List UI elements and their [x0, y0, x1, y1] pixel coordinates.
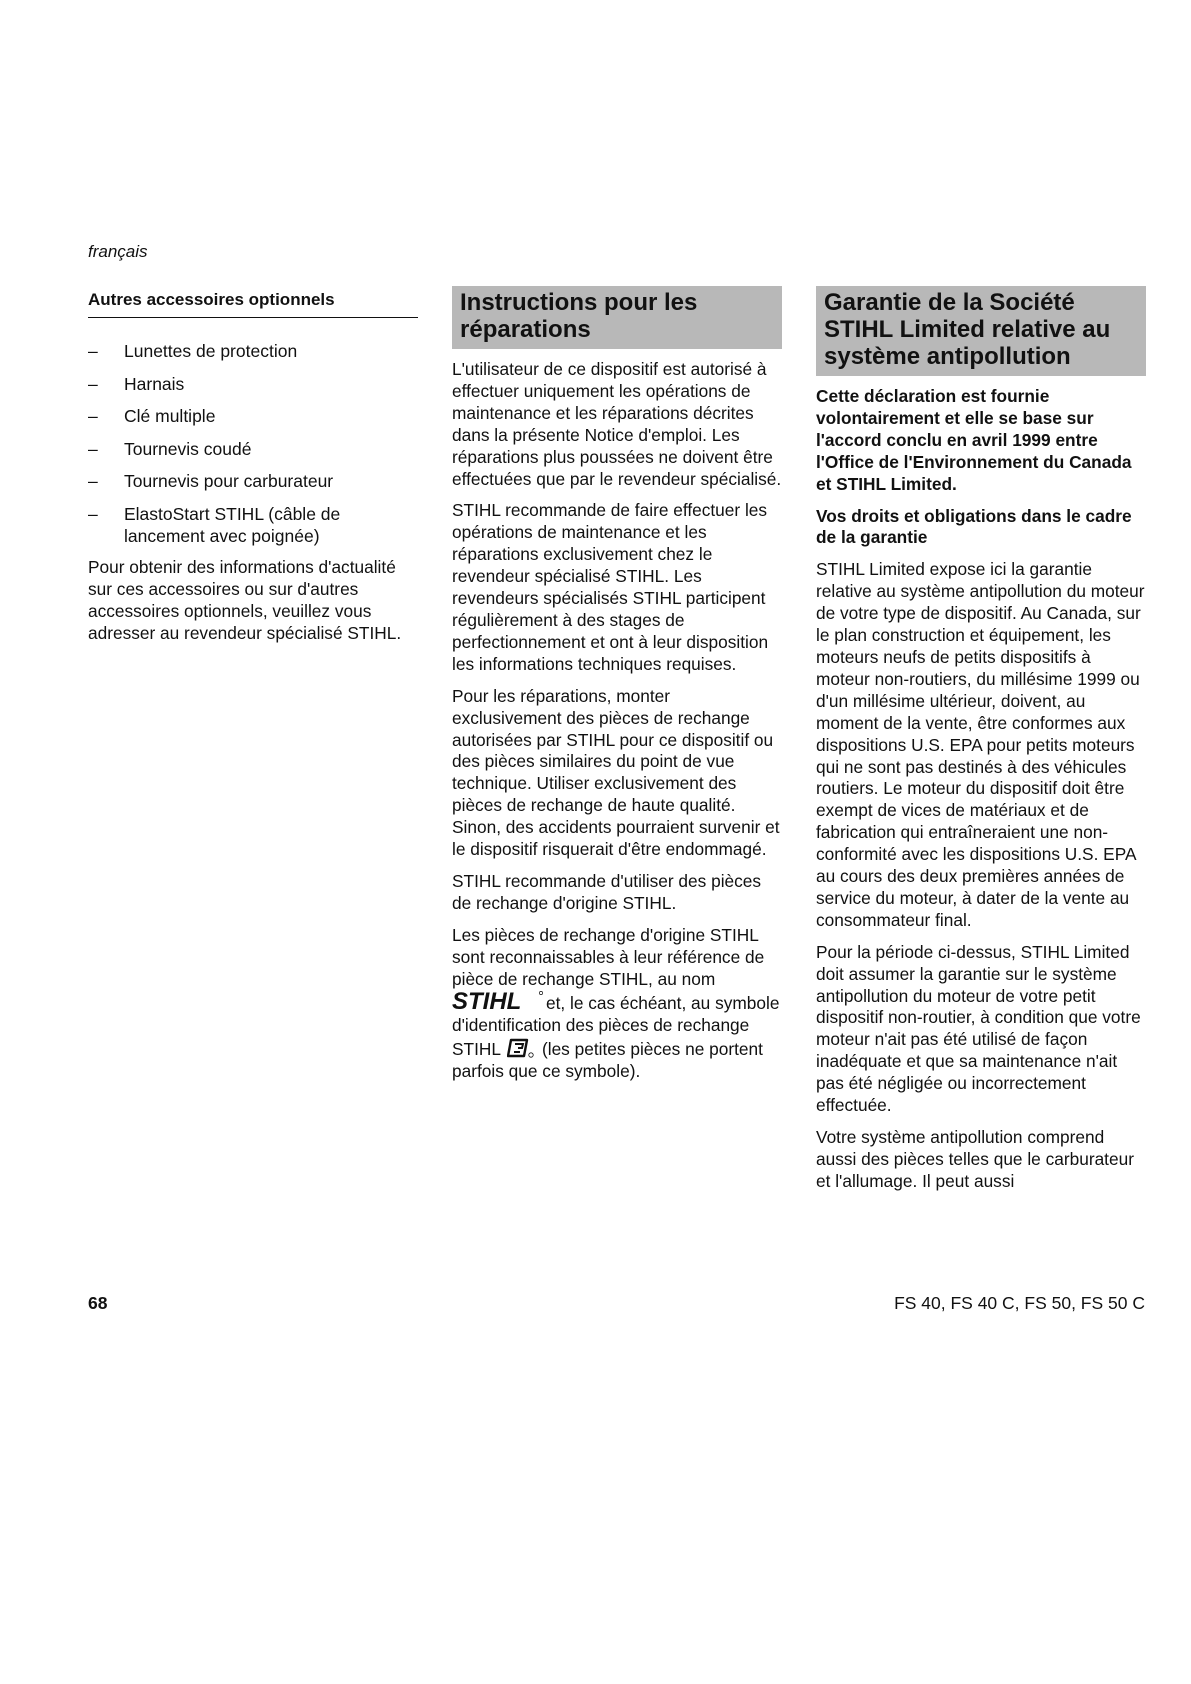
- repair-paragraph: L'utilisateur de ce dispositif est autorisé à effectuer uniquement les opérations de maintenance et les réparations décrites dans la présente Notice d'emploi. Les réparations plus poussées ne doivent être effectuées que par le revendeur spécialisé.: [452, 359, 782, 489]
- original-parts-paragraph: Les pièces de rechange d'origine STIHL sont reconnaissables à leur référence de pièce de rechange STIHL, au nom STIHL et, le cas échéant, au symbole d'identification des pièces de rechange STIHL (les petites pièces ne portent parfois que ce symbole).: [452, 924, 780, 1082]
- repair-instructions-heading: Instructions pour les réparations: [452, 286, 782, 349]
- svg-text:STIHL: STIHL: [452, 990, 522, 1013]
- accessories-subheading: Autres accessoires optionnels: [88, 290, 418, 318]
- dash-bullet: –: [88, 438, 98, 459]
- dash-bullet: –: [88, 503, 98, 524]
- warranty-heading: Garantie de la Société STIHL Limited relative au système antipollution: [816, 286, 1146, 376]
- list-item: – Harnais: [88, 373, 185, 394]
- repair-paragraph: STIHL recommande d'utiliser des pièces de rechange d'origine STIHL.: [452, 870, 762, 913]
- list-item: – Tournevis pour carburateur: [88, 471, 334, 491]
- dash-bullet: –: [88, 341, 98, 361]
- warranty-column: [816, 290, 1146, 1203]
- warranty-intro: Cette déclaration est fournie volontairement et elle se base sur l'accord conclu en avril 1999 entre l'Office de l'Environnement du Canada et STIHL Limited.: [816, 386, 1132, 494]
- warranty-paragraph: STIHL Limited expose ici la garantie relative au système antipollution du moteur de votre type de dispositif. Au Canada, sur le plan construction et équipement, les moteurs neufs de petits dispositifs à moteur non-routiers, du millésime 1999 ou d'un millésime ultérieur, doivent, au moment de la vente, être conformes aux dispositions U.S. EPA pour petits moteurs qui ne sont pas destinés à des véhicules routiers. Le moteur du dispositif doit être exempt de vices de matériaux et de fabrication qui entraîneraient une non-conformité avec les dispositions U.S. EPA au cours des deux premières années de service du moteur, à dater de la vente au consommateur final.: [816, 559, 1145, 930]
- accessories-list: [88, 340, 418, 547]
- dash-bullet: –: [88, 373, 98, 394]
- accessories-info-paragraph: Pour obtenir des informations d'actualité sur ces accessoires ou sur d'autres accessoires optionnels, veuillez vous adresser au revendeur spécialisé STIHL.: [88, 557, 402, 643]
- model-numbers: FS 40, FS 40 C, FS 50, FS 50 C: [894, 1293, 1145, 1313]
- stihl-parts-symbol-icon: [507, 1037, 535, 1059]
- accessories-column: [88, 290, 418, 655]
- rights-obligations-subheading: Vos droits et obligations dans le cadre de la garantie: [816, 505, 1132, 548]
- dash-bullet: –: [88, 406, 98, 426]
- dash-bullet: –: [88, 471, 98, 491]
- stihl-logo-icon: [452, 990, 544, 1012]
- warranty-paragraph: Pour la période ci-dessus, STIHL Limited doit assumer la garantie sur le système antipollution du moteur de votre petit dispositif non-routier, à condition que votre moteur n'ait pas été utilisé de façon inadéquate et que sa maintenance n'ait pas été négligée ou incorrectement effectuée.: [816, 941, 1141, 1116]
- repair-paragraph: STIHL recommande de faire effectuer les opérations de maintenance et les réparations exclusivement chez le revendeur spécialisé STIHL. Les revendeurs spécialisés STIHL participent régulièrement à des stages de perfectionnement et ont à leur disposition les informations techniques requises.: [452, 500, 769, 674]
- list-item: – Clé multiple: [88, 406, 216, 426]
- repair-instructions-column: [452, 290, 782, 1093]
- list-item: – Lunettes de protection: [88, 341, 298, 361]
- warranty-paragraph: Votre système antipollution comprend aussi des pièces telles que le carburateur et l'allumage. Il peut aussi: [816, 1127, 1134, 1191]
- list-item: – ElastoStart STIHL (câble de lancement avec poignée): [88, 503, 341, 546]
- repair-paragraph: Pour les réparations, monter exclusivement des pièces de rechange autorisées par STIHL pour ce dispositif ou des pièces similaires du point de vue technique. Utiliser exclusivement des pièces de rechange de haute qualité. Sinon, des accidents pourraient survenir et le dispositif risquerait d'être endommagé.: [452, 685, 780, 860]
- page-number: 68: [88, 1293, 108, 1313]
- language-label: français: [88, 242, 148, 261]
- list-item: – Tournevis coudé: [88, 438, 252, 459]
